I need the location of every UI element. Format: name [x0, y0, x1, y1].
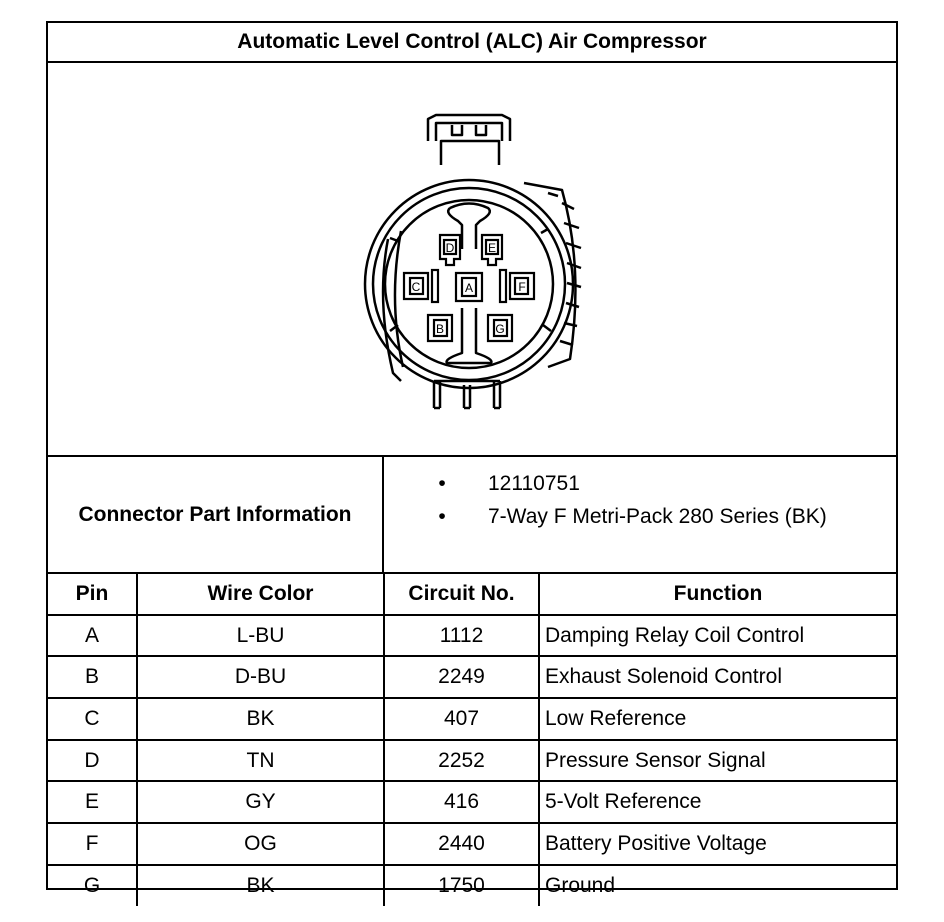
table-row	[48, 865, 896, 906]
table-row	[48, 656, 896, 698]
pin-cavity-c	[404, 270, 438, 302]
pin-cell: A	[48, 615, 137, 657]
function-cell: 5-Volt Reference	[539, 781, 896, 823]
wire-color-cell: D-BU	[137, 656, 384, 698]
lock-housing	[428, 115, 510, 141]
table-row	[48, 781, 896, 823]
connector-sheet	[46, 21, 898, 897]
header-wire-color: Wire Color	[137, 574, 384, 615]
pin-cell: B	[48, 656, 137, 698]
pin-cell: D	[48, 740, 137, 782]
pin-cell: G	[48, 865, 137, 906]
table-row	[48, 823, 896, 865]
wire-color-cell: BK	[137, 865, 384, 906]
pin-label-a: A	[464, 281, 474, 295]
pin-cell: F	[48, 823, 137, 865]
function-cell: Battery Positive Voltage	[539, 823, 896, 865]
function-cell: Pressure Sensor Signal	[539, 740, 896, 782]
pin-cavity-f	[500, 270, 534, 302]
keying-web-bottom	[447, 308, 492, 363]
connector-info-item	[384, 467, 896, 500]
circuit-cell: 1750	[384, 865, 539, 906]
connector-info-list	[384, 457, 896, 572]
pin-label-d: D	[445, 241, 455, 255]
pin-label-e: E	[487, 241, 497, 255]
function-cell: Damping Relay Coil Control	[539, 615, 896, 657]
header-function: Function	[539, 574, 896, 615]
sheet-title: Automatic Level Control (ALC) Air Compressor	[48, 23, 896, 63]
connector-diagram	[48, 63, 896, 457]
circuit-cell: 2440	[384, 823, 539, 865]
pin-label-b: B	[435, 322, 445, 336]
wire-color-cell: L-BU	[137, 615, 384, 657]
wire-color-cell: BK	[137, 698, 384, 740]
connector-part-info	[48, 457, 896, 574]
wire-color-cell: GY	[137, 781, 384, 823]
table-row	[48, 740, 896, 782]
pin-cell: C	[48, 698, 137, 740]
header-pin: Pin	[48, 574, 137, 615]
bullet-icon: •	[438, 504, 446, 528]
pinout-table	[48, 574, 896, 906]
function-cell: Low Reference	[539, 698, 896, 740]
wire-color-cell: OG	[137, 823, 384, 865]
table-header-row	[48, 574, 896, 615]
function-cell: Exhaust Solenoid Control	[539, 656, 896, 698]
function-cell: Ground	[539, 865, 896, 906]
circuit-cell: 2252	[384, 740, 539, 782]
pin-label-c: C	[411, 280, 421, 294]
circuit-cell: 407	[384, 698, 539, 740]
wire-color-cell: TN	[137, 740, 384, 782]
connector-info-item	[384, 500, 896, 533]
pin-cell: E	[48, 781, 137, 823]
bullet-icon: •	[438, 471, 446, 495]
table-row	[48, 698, 896, 740]
connector-info-label: Connector Part Information	[48, 457, 384, 572]
circuit-cell: 2249	[384, 656, 539, 698]
connector-part-number: 12110751	[488, 471, 580, 495]
pin-label-f: F	[518, 280, 526, 294]
table-row	[48, 615, 896, 657]
connector-description: 7-Way F Metri-Pack 280 Series (BK)	[488, 504, 827, 528]
header-circuit-no: Circuit No.	[384, 574, 539, 615]
circuit-cell: 416	[384, 781, 539, 823]
circuit-cell: 1112	[384, 615, 539, 657]
connector-face-drawing	[48, 63, 896, 455]
pin-label-g: G	[495, 322, 505, 336]
